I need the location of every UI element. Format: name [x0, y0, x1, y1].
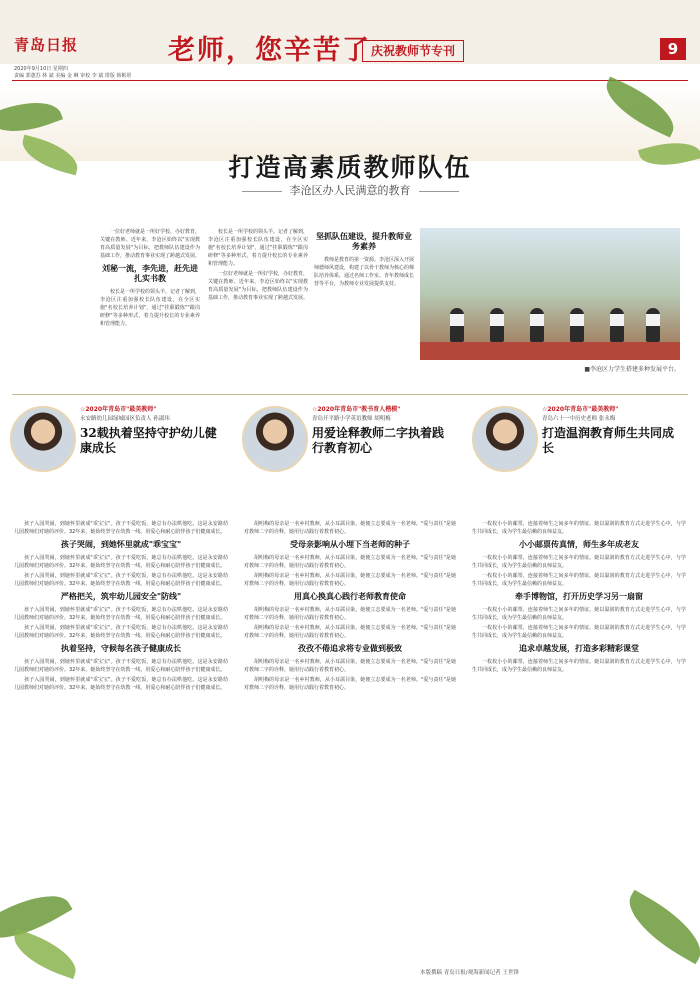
body-text: 胡明梅的母亲是一名乡村教师，从小耳濡目染，她便立志要成为一名老师。"爱与责任"是她对教师二字的诠释，她用行动践行着教育初心。 — [244, 555, 456, 569]
profile-role: 永安路幼儿园绿城园区负责人 孙淑玮 — [80, 416, 170, 422]
special-issue-badge: 庆祝教师节专刊 — [362, 40, 464, 62]
article-column-2 — [208, 228, 308, 393]
profile-headline: 打造温润教育师生共同成长 — [542, 426, 675, 455]
profile-award: ☆2020年青岛市"最美教师" — [542, 406, 619, 413]
body-text: 胡明梅的母亲是一名乡村教师，从小耳濡目染，她便立志要成为一名老师。"爱与责任"是她对教师二字的诠释，她用行动践行着教育初心。 — [244, 659, 456, 673]
body-section-title: 孜孜不倦追求将专业做到极致 — [298, 644, 402, 653]
body-section-title: 严格把关，筑牢幼儿园安全"防线" — [60, 592, 182, 601]
article-section-title: 刘秘一流，李先进，赶先进扎实书教 — [102, 264, 198, 283]
profile-award: ☆2020年青岛市"教书育人楷模" — [312, 406, 401, 413]
body-text: 孩子入园哭闹，到她怀里就成"乖宝宝"。孩子不爱吃饭，她总有办法哄他吃。这是永安路幼儿园教师们对她的评价。32年来，她始终坚守在幼教一线，用爱心和耐心陪伴孩子们健康成长。 — [14, 607, 228, 621]
body-section-title: 小小邮票传真情，师生多年成老友 — [519, 540, 639, 549]
section-slogan: 老师，您辛苦了 — [168, 35, 371, 66]
article-lead: 一位好老师就是一所好学校，办好教育，关键在教师。近年来，李沧区始终以"实现教育高质量发展"为目标，把教师队伍建设作为基础工作，推动教育事业实现了跨越式发展。 — [208, 271, 308, 301]
teacher-portrait — [472, 406, 538, 472]
date-line — [14, 66, 132, 80]
body-text: 一枚枚小小的邮票，连接着师生之间多年的情谊。她以温润的教育方式走进学生心中，与学生共同成长，成为学生最信赖的良师益友。 — [472, 555, 686, 569]
body-text: 孩子入园哭闹，到她怀里就成"乖宝宝"。孩子不爱吃饭，她总有办法哄他吃。这是永安路幼儿园教师们对她的评价。32年来，她始终坚守在幼教一线，用爱心和耐心陪伴孩子们健康成长。 — [14, 625, 228, 639]
profile-headline: 32载执着坚持守护幼儿健康成长 — [80, 426, 217, 455]
teacher-portrait — [242, 406, 308, 472]
body-text: 胡明梅的母亲是一名乡村教师，从小耳濡目染，她便立志要成为一名老师。"爱与责任"是她对教师二字的诠释，她用行动践行着教育初心。 — [244, 607, 456, 621]
teacher-portrait — [10, 406, 76, 472]
body-text: 一枚枚小小的邮票，连接着师生之间多年的情谊。她以温润的教育方式走进学生心中，与学生共同成长，成为学生最信赖的良师益友。 — [472, 607, 686, 621]
body-section-title: 用真心换真心践行老师教育使命 — [294, 592, 406, 601]
profile-role: 青岛六十一中历史老师 张永梅 — [542, 416, 616, 422]
body-text: 孩子入园哭闹，到她怀里就成"乖宝宝"。孩子不爱吃饭，她总有办法哄他吃。这是永安路幼儿园教师们对她的评价。32年来，她始终坚守在幼教一线，用爱心和耐心陪伴孩子们健康成长。 — [14, 659, 228, 673]
page-number: 9 — [660, 38, 686, 60]
masthead: 青岛日报 — [14, 36, 79, 54]
body-section-title: 执着坚持，守候每名孩子健康成长 — [61, 644, 181, 653]
body-text: 一枚枚小小的邮票，连接着师生之间多年的情谊。她以温润的教育方式走进学生心中，与学生共同成长，成为学生最信赖的良师益友。 — [472, 659, 686, 673]
body-section-title: 孩子哭闹，到她怀里就成"乖宝宝" — [60, 540, 182, 549]
body-text: 孩子入园哭闹，到她怀里就成"乖宝宝"。孩子不爱吃饭，她总有办法哄他吃。这是永安路幼儿园教师们对她的评价。32年来，她始终坚守在幼教一线，用爱心和耐心陪伴孩子们健康成长。 — [14, 573, 228, 587]
article-column-3 — [314, 228, 414, 393]
body-text: 一枚枚小小的邮票，连接着师生之间多年的情谊。她以温润的教育方式走进学生心中，与学生共同成长，成为学生最信赖的良师益友。 — [472, 573, 686, 587]
body-section-title: 牵手博物馆，打开历史学习另一扇窗 — [515, 592, 643, 601]
article-subhead: 李沧区办人民满意的教育 — [170, 182, 530, 198]
article-lead: 一位好老师就是一所好学校，办好教育，关键在教师。近年来，李沧区始终以"实现教育高质量发展"为目标，把教师队伍建设作为基础工作，推动教育事业实现了跨越式发展。 — [100, 229, 200, 259]
article-credit: 本版撰稿 青岛日报/观海新闻记者 王世锋 — [420, 970, 519, 976]
profile-card — [240, 400, 458, 512]
article-headline: 打造高素质教师队伍 — [228, 153, 472, 182]
body-text: 孩子入园哭闹，到她怀里就成"乖宝宝"。孩子不爱吃饭，她总有办法哄他吃。这是永安路幼儿园教师们对她的评价。32年来，她始终坚守在幼教一线，用爱心和耐心陪伴孩子们健康成长。 — [14, 555, 228, 569]
issue-date: 2020年9月10日 星期四 — [14, 66, 68, 72]
body-text: 胡明梅的母亲是一名乡村教师，从小耳濡目染，她便立志要成为一名老师。"爱与责任"是她对教师二字的诠释，她用行动践行着教育初心。 — [244, 521, 456, 535]
body-text: 一枚枚小小的邮票，连接着师生之间多年的情谊。她以温润的教育方式走进学生心中，与学生共同成长，成为学生最信赖的良师益友。 — [472, 625, 686, 639]
article-section-text: 教师是教育的第一资源。李沧区深入开展师德师风建设，构建了以骨干教师为核心的梯队培养体系，通过名师工作室、青年教师成长营等平台，为教师专业发展提供支持。 — [314, 257, 414, 287]
body-section-title: 受母亲影响从小埋下当老师的种子 — [290, 540, 410, 549]
body-text: 孩子入园哭闹，到她怀里就成"乖宝宝"。孩子不爱吃饭，她总有办法哄他吃。这是永安路幼儿园教师们对她的评价。32年来，她始终坚守在幼教一线，用爱心和耐心陪伴孩子们健康成长。 — [14, 521, 228, 535]
profile-card — [470, 400, 688, 512]
body-text: 一枚枚小小的邮票，连接着师生之间多年的情谊。她以温润的教育方式走进学生心中，与学生共同成长，成为学生最信赖的良师益友。 — [472, 521, 686, 535]
body-text: 胡明梅的母亲是一名乡村教师，从小耳濡目染，她便立志要成为一名老师。"爱与责任"是她对教师二字的诠释，她用行动践行着教育初心。 — [244, 573, 456, 587]
profile-card — [8, 400, 226, 512]
article-section-title: 坚抓队伍建设，提升教师业务素养 — [316, 232, 412, 251]
photo-caption: ■李沧区力学生搭建多种发展平台。 — [584, 366, 680, 373]
editor-credits: 责编 郭蕙苏 林 斌 美编 金 琳 审校 李 斌 排版 韩彬彤 — [14, 73, 132, 79]
profile-award: ☆2020年青岛市"最美教师" — [80, 406, 157, 413]
profile-headline: 用爱诠释教师二字执着践行教育初心 — [312, 426, 445, 455]
body-text: 胡明梅的母亲是一名乡村教师，从小耳濡目染，她便立志要成为一名老师。"爱与责任"是她对教师二字的诠释，她用行动践行着教育初心。 — [244, 625, 456, 639]
article-section-text: 校长是一所学校的领头羊。记者了解到，李沧区注重加强校长队伍建设，在全区实施"名校长培养计划"，通过"挂职锻炼""跟岗研修"等多种形式，着力提升校长的专业素养和管理能力。 — [208, 229, 308, 267]
article-section-text: 校长是一所学校的领头羊。记者了解到，李沧区注重加强校长队伍建设，在全区实施"名校长培养计划"，通过"挂职锻炼""跟岗研修"等多种形式，着力提升校长的专业素养和管理能力。 — [100, 289, 200, 327]
students-photo — [420, 228, 680, 360]
section-divider — [12, 394, 688, 395]
profile-role: 青岛开平路小学英语教师 胡明梅 — [312, 416, 391, 422]
body-section-title: 追求卓越发展，打造多彩精彩课堂 — [519, 644, 639, 653]
body-text: 孩子入园哭闹，到她怀里就成"乖宝宝"。孩子不爱吃饭，她总有办法哄他吃。这是永安路幼儿园教师们对她的评价。32年来，她始终坚守在幼教一线，用爱心和耐心陪伴孩子们健康成长。 — [14, 677, 228, 691]
article-column-1 — [100, 228, 200, 393]
body-text: 胡明梅的母亲是一名乡村教师，从小耳濡目染，她便立志要成为一名老师。"爱与责任"是她对教师二字的诠释，她用行动践行着教育初心。 — [244, 677, 456, 691]
